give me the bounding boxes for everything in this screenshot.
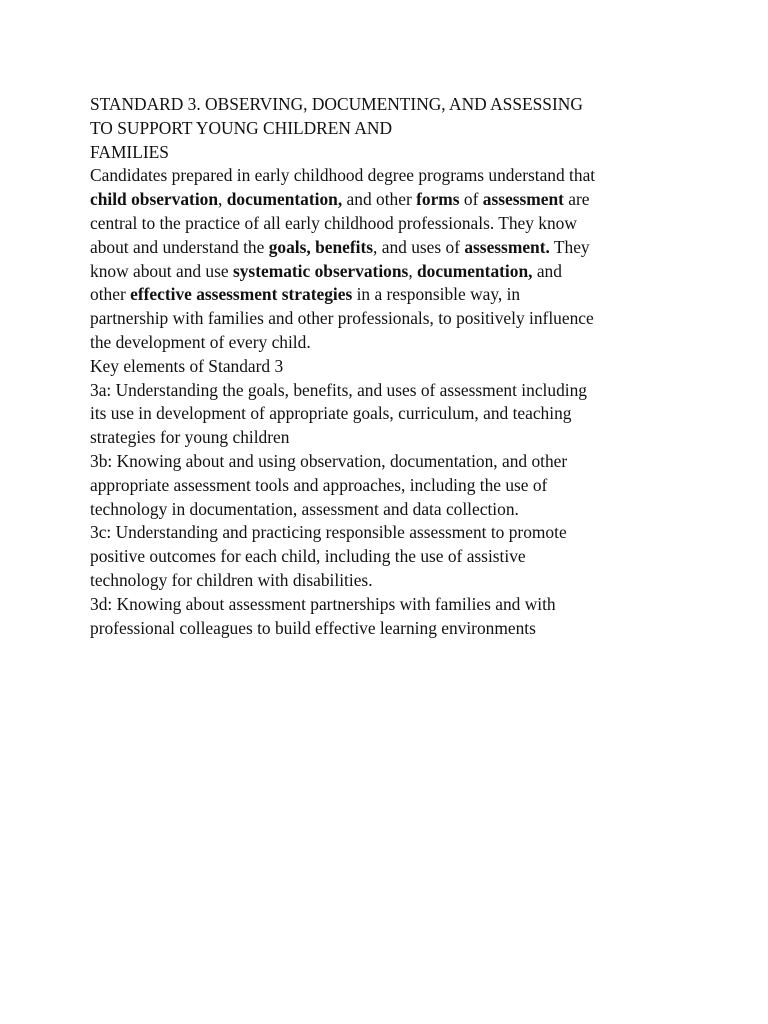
text-segment: and other <box>342 189 417 210</box>
intro-line-7: partnership with families and other professionals, to positively influence <box>90 308 594 329</box>
element-3d-line-2: professional colleagues to build effective learning environments <box>90 617 536 638</box>
element-3b-line-1: 3b: Knowing about and using observation, documentation, and other <box>90 450 568 471</box>
text-segment: , and uses of <box>373 236 465 257</box>
bold-term: goals, benefits <box>268 236 374 257</box>
bold-term: effective assessment strategies <box>130 284 353 305</box>
text-segment: , <box>218 189 227 210</box>
standard-heading-line-1: STANDARD 3. OBSERVING, DOCUMENTING, AND ASSESSING <box>90 94 583 114</box>
text-segment: of <box>459 189 483 210</box>
element-3a-line-3: strategies for young children <box>90 427 290 448</box>
key-elements-title: Key elements of Standard 3 <box>90 355 284 376</box>
intro-line-1: Candidates prepared in early childhood degree programs understand that <box>90 165 596 186</box>
intro-line-4 <box>90 236 690 260</box>
bold-term: documentation, <box>226 189 343 210</box>
element-3c-line-3: technology for children with disabilities. <box>90 569 373 590</box>
text-segment: They <box>549 236 590 257</box>
bold-term: systematic observations <box>232 260 409 281</box>
bold-term: forms <box>416 189 460 210</box>
intro-line-6 <box>90 283 690 307</box>
element-3b-line-3: technology in documentation, assessment and data collection. <box>90 498 519 519</box>
element-3a-line-2: its use in development of appropriate goals, curriculum, and teaching <box>90 403 572 424</box>
text-segment: are <box>563 189 590 210</box>
intro-line-2 <box>90 188 690 212</box>
bold-term: assessment. <box>464 236 550 257</box>
element-3c-line-2: positive outcomes for each child, including the use of assistive <box>90 546 526 567</box>
text-segment: other <box>90 284 131 305</box>
bold-term: assessment <box>482 189 564 210</box>
intro-line-5 <box>90 260 690 284</box>
intro-line-8: the development of every child. <box>90 331 311 352</box>
element-3d-line-1: 3d: Knowing about assessment partnerships with families and with <box>90 593 556 614</box>
document-page <box>90 93 690 640</box>
element-3a-line-1: 3a: Understanding the goals, benefits, and uses of assessment including <box>90 379 587 400</box>
intro-line-3: central to the practice of all early childhood professionals. They know <box>90 212 577 233</box>
bold-term: documentation, <box>417 260 533 281</box>
text-segment: in a responsible way, in <box>352 284 521 305</box>
bold-term: child observation <box>90 189 219 210</box>
standard-heading-line-3: FAMILIES <box>90 141 169 162</box>
element-3b-line-2: appropriate assessment tools and approaches, including the use of <box>90 474 548 495</box>
text-segment: and <box>532 260 562 281</box>
standard-heading-line-2: TO SUPPORT YOUNG CHILDREN AND <box>90 117 393 138</box>
element-3c-line-1: 3c: Understanding and practicing responsible assessment to promote <box>90 522 567 543</box>
text-segment: know about and use <box>90 260 233 281</box>
text-segment: , <box>408 260 418 281</box>
text-segment: about and understand the <box>90 236 269 257</box>
